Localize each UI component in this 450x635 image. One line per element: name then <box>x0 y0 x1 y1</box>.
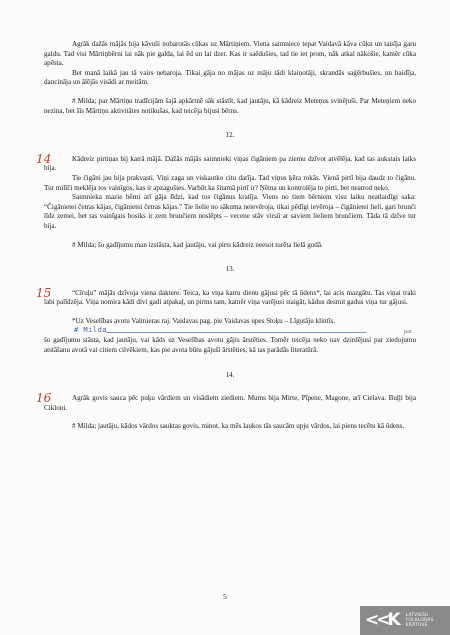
handwritten-mark-16: 16 <box>36 391 52 406</box>
section-number-12: 12. <box>225 131 235 140</box>
s12-paragraph-2: Tie čigāni jau bija prakvasti. Viņi zaga un viskautko citu darīja. Tad viņus ķēra rokās. Vienā pirtī bija daudz to čigānu. Tur milīči meklēja tos vainīgos, kas ir apzagušies. Varbūt ka šitamā pirtī ir? Ņēma un kontrolēja to pirti, bet neatrod neko. <box>44 173 416 192</box>
section-number-13: 13. <box>225 265 235 274</box>
s13-footnote: *Uz Veselības avotu Valmieras raj. Vaidavas pag. pie Vaidavas upes Stoķu – Līgotāju klintīs. <box>72 316 336 325</box>
handwritten-mark-15: 15 <box>36 285 52 300</box>
s13-comment: šo gadījumu stāsta, kad jautāju, vai kāds uz Veselības avotu gājis ārstēties. Tomēr teicēja neko nav dzirdējusi par ziedojumu atstāšanu avotā vai citiem cilvēkiem, kas pie avota būtu gājuši ārstēties, kā tas parādās literatūrā. <box>44 336 416 355</box>
intro-paragraph-1: Agrāk dažās mājās bija kāvuši nobarotās cūkas uz Mārtiņiem. Viena saimniece tepat Vaidavā kāva cūku un taisīja garu galdu. Tad visi Mārtiņbērni lai nāk pie galda, lai ēd un lai dzer. Kas ir saēdušies, tad tie iet prom, nāk atkal nākošie, kamēr cūka apēsta. <box>44 40 416 68</box>
section-13 <box>36 285 416 356</box>
page-number: 5 <box>223 592 227 601</box>
blue-ink-line <box>106 332 366 333</box>
logo-mark-icon: <<K <box>365 609 398 630</box>
archive-logo <box>360 606 450 635</box>
par-word: par <box>403 328 412 336</box>
blue-ink-note: # Milda <box>74 326 108 335</box>
logo-line-3: KRĀTUVE <box>405 623 428 628</box>
logo-line-2: FOLKLORAS <box>405 618 434 623</box>
s12-paragraph-3: Saimnieka mazie bērni arī gāja līdzi, kad tos čigānus kratīja. Viens no tiem bērniem visu laiku neatlaidīgi saka: “Čigānietei četras kājas, čigānietei četras kājas.” Tie lielie no sākuma neievēroja, tikai pēdīgi ievēroja – čigānieteі lieli, gari brunči līdz zemei, bet tas vainīgais bosiks ir zem brunčiem noslēpts – vecene stāv virsū ar saviem lieliem brunčiem. Tāda tā dzīve tur bija. <box>44 193 416 230</box>
s14-paragraph-1: Agrāk govis sauca pēc puķu vārdiem un visādiem ziediem. Mums bija Mirte, Pīpene, Magone, arī Cielava. Buļļi bija Cikloni. <box>44 394 416 412</box>
s13-paragraph-1: “Cīruļu” mājās dzīvoja viena daktere. Teica, ka viņa katru dienu gājusi pēc tā ūdens*, lai acis mazgātu. Tas viņai traki labi palīdzēja. Viņa nomira kādi divi gadi atpakaļ, un pirms tam, kamēr viņa varējusi staigāt, kādus desmit gadus viņa tur gājusi. <box>44 288 416 307</box>
intro-paragraph-2: Bet manā laikā jau tā vairs nebaroja. Tikai gāja no mājas uz māju tādi klaiņotāji, skrandās saģērbušies, un baidīja, dancināja un ālējās visādi ar meitām. <box>44 68 416 87</box>
s14-comment: # Milda; jautāju, kādos vārdos sauktas govis, minot, ka mēs laukos tās saucām upju vārdos, lai piens tecētu kā ūdens. <box>72 422 405 431</box>
handwritten-mark-14: 14 <box>36 151 52 166</box>
s12-paragraph-1: Kādreiz pirtiņas bij katrā mājā. Dažās mājās saimnieki viņas čigāniem pa ziemu dzīvot atvēlēja, kad tas aukstais laiks bija. <box>44 154 416 173</box>
section-14 <box>36 391 416 432</box>
section-12 <box>36 151 416 250</box>
s13-comment-header <box>44 326 416 336</box>
intro-comment: # Milda; par Mārtiņu tradīcijām šajā apkārtnē sāk stāstīt, kad jautāju, kā kādreiz Meteņus svinējuši. Par Meteņiem neko nezina, bet šīs Mārtiņu aktivitātes notikušas, kad teicēja bijusi bērns. <box>44 96 416 115</box>
section-number-14: 14. <box>225 370 235 379</box>
logo-line-1: LATVIEŠU <box>405 613 429 618</box>
logo-text <box>406 613 434 628</box>
s12-comment: # Milda; šo gadījumu man izstāsta, kad jautāju, vai pirts kādreiz neesot turēta lielā godā. <box>72 240 323 249</box>
